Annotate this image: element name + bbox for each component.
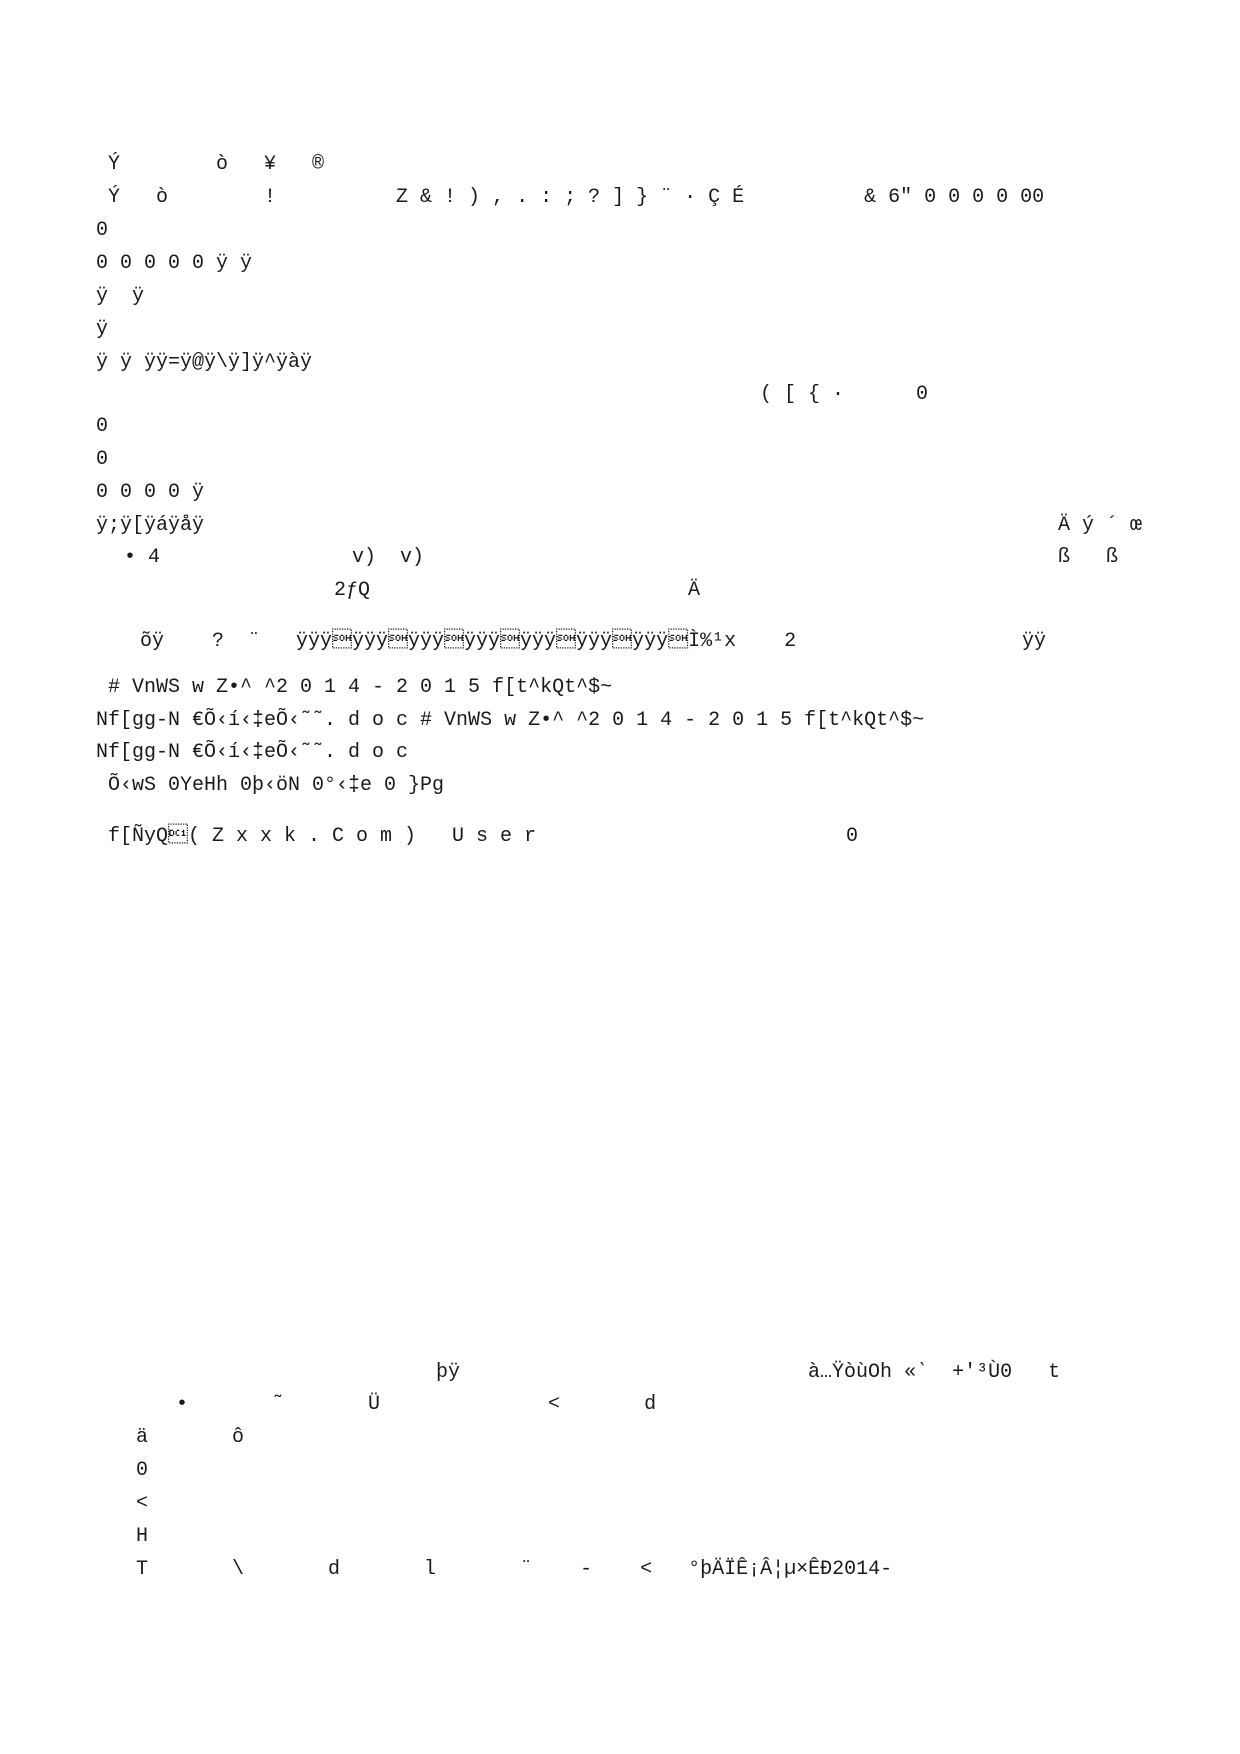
text-line: 0 0 0 0 0 ÿ ÿ	[96, 252, 253, 275]
text-line: ÿ;ÿ[ÿáÿåÿ	[96, 514, 205, 537]
text-line: • 4 v) v)	[124, 546, 425, 569]
text-line: ä ô	[136, 1426, 245, 1449]
text-line: õÿ ? ¨ ÿÿÿÿÿÿÿÿÿÿÿÿÿÿÿÿÿÿÿÿÿÌ%¹x 2	[140, 630, 797, 653]
text-line: ÿ ÿ	[96, 285, 145, 308]
text-line: <	[136, 1492, 149, 1515]
text-line: f[ÑyQ( Z x x k . C o m ) U s e r	[108, 825, 537, 848]
text-line: ( [ { · 0	[760, 383, 929, 406]
text-line: à…ŸòùOh «‵ +'³Ù0 t	[808, 1361, 1061, 1384]
text-line: Nf[gg-N €Õ‹í‹‡eÕ‹˜˜. d o c # VnWS w Z•^ ^2 0 1 4 - 2 0 1 5 f[t^kQt^$~	[96, 709, 925, 732]
text-line: H	[136, 1525, 149, 1548]
text-line: Õ‹wS 0YeHh 0þ‹öN 0°‹‡e 0 }Pg	[108, 774, 445, 797]
text-line: Ý ò ¥ ®	[108, 153, 325, 176]
text-line: 2ƒQ	[334, 579, 371, 602]
text-line: ÿ	[96, 318, 109, 341]
text-line: 0	[846, 825, 859, 848]
text-line: T \ d l ¨ - < °þÄÏÊ¡Â¦µ×ÊÐ2014-	[136, 1558, 893, 1581]
text-line: Ä ý ´ œ	[1058, 514, 1143, 537]
text-line: • ˜ Ü < d	[176, 1393, 657, 1416]
text-line: 0	[96, 219, 109, 242]
text-line: Ä	[688, 579, 701, 602]
text-line: ÿÿ	[1022, 630, 1047, 653]
text-line: ß ß	[1058, 546, 1119, 569]
text-line: ÿ ÿ ÿÿ=ÿ@ÿ\ÿ]ÿ^ÿàÿ	[96, 351, 313, 374]
text-line: 0	[96, 448, 109, 471]
text-line: 0	[136, 1459, 149, 1482]
text-line: Ý ò ! Z & ! ) , . : ; ? ] } ¨ · Ç É & 6" 0 0 0 0 00	[108, 186, 1045, 209]
text-line: # VnWS w Z•^ ^2 0 1 4 - 2 0 1 5 f[t^kQt^$~	[108, 676, 613, 699]
text-line: 0	[96, 415, 109, 438]
text-line: 0 0 0 0 ÿ	[96, 481, 205, 504]
text-line: þÿ	[436, 1361, 461, 1384]
text-line: Nf[gg-N €Õ‹í‹‡eÕ‹˜˜. d o c	[96, 741, 409, 764]
